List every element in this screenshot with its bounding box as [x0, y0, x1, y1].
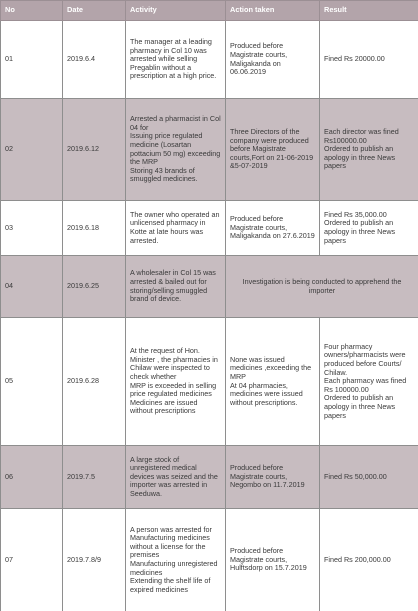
cell-result: Four pharmacy owners/pharmacists were produced before Courts/ Chilaw. Each pharmacy was fined Rs 100000.00 Ordered to publish an apology in three News papers: [320, 318, 418, 446]
table-row: [1, 21, 418, 99]
header-date: Date: [63, 1, 126, 21]
header-activity: Activity: [126, 1, 226, 21]
cell-no: 06: [1, 446, 63, 509]
cell-activity: A large stock of unregistered medical devices was seized and the importer was arrested in Seeduwa.: [126, 446, 226, 509]
cell-no: 02: [1, 99, 63, 201]
cell-activity: Arrested a pharmacist in Col 04 for Issuing price regulated medicine (Losartan pottacium 50 mg) exceeding the MRP Storing 43 brands of smuggled medicines.: [126, 99, 226, 201]
cell-activity: A person was arrested for Manufacturing medicines without a license for the premises Manufacturing unregistered medicines Extending the shelf life of expired medicines: [126, 509, 226, 611]
cell-date: 2019.7.8/9: [63, 509, 126, 611]
header-result: Result: [320, 1, 418, 21]
cell-result: Fined Rs 20000.00: [320, 21, 418, 99]
header-no: No: [1, 1, 63, 21]
cell-no: 03: [1, 201, 63, 256]
cell-date: 2019.6.25: [63, 256, 126, 318]
cell-date: 2019.6.4: [63, 21, 126, 99]
table-row: [1, 509, 418, 611]
table-row: [1, 318, 418, 446]
cell-date: 2019.6.28: [63, 318, 126, 446]
table-row: [1, 446, 418, 509]
cell-activity: At the request of Hon. Minister , the pharmacies in Chilaw were inspected to check whether MRP is exceeded in selling price regulated medicines Medicines are issued without prescriptions: [126, 318, 226, 446]
table-row: [1, 99, 418, 201]
cell-date: 2019.7.5: [63, 446, 126, 509]
cell-action: Produced before Magistrate courts, Negombo on 11.7.2019: [226, 446, 320, 509]
cell-no: 01: [1, 21, 63, 99]
cell-activity: A wholesaler in Col 15 was arrested & bailed out for storing/selling smuggled brand of device.: [126, 256, 226, 318]
cell-activity: The owner who operated an unlicensed pharmacy in Kotte at late hours was arrested.: [126, 201, 226, 256]
cell-action: None was issued medicines ,exceeding the MRP At 04 pharmacies, medicines were issued without prescriptions.: [226, 318, 320, 446]
cell-result: Each director was fined Rs100000.00 Ordered to publish an apology in three News papers: [320, 99, 418, 201]
cell-action: Produced before Magistrate courts, Maligakanda on 27.6.2019: [226, 201, 320, 256]
header-row: [1, 1, 418, 21]
cell-no: 05: [1, 318, 63, 446]
cell-action: Produced before Magistrate courts, Maligakanda on 06.06.2019: [226, 21, 320, 99]
cell-activity: The manager at a leading pharmacy in Col 10 was arrested while selling Pregablin without a prescription at a high price.: [126, 21, 226, 99]
header-action-taken: Action taken: [226, 1, 320, 21]
table-row: [1, 201, 418, 256]
cell-action: Three Directors of the company were produced before Magistrate courts,Fort on 21-06-2019 &5-07-2019: [226, 99, 320, 201]
cell-date: 2019.6.18: [63, 201, 126, 256]
cell-date: 2019.6.12: [63, 99, 126, 201]
cell-result: Fined Rs 35,000.00 Ordered to publish an apology in three News papers: [320, 201, 418, 256]
table-row: [1, 256, 418, 318]
cell-no: 07: [1, 509, 63, 611]
cell-result: Fined Rs 200,000.00: [320, 509, 418, 611]
cell-result: Fined Rs 50,000.00: [320, 446, 418, 509]
cell-action: Produced before Magistrate courts, Hulftsdorp on 15.7.2019: [226, 509, 320, 611]
cell-no: 04: [1, 256, 63, 318]
cell-investigation-note: Investigation is being conducted to apprehend the importer: [226, 256, 418, 318]
